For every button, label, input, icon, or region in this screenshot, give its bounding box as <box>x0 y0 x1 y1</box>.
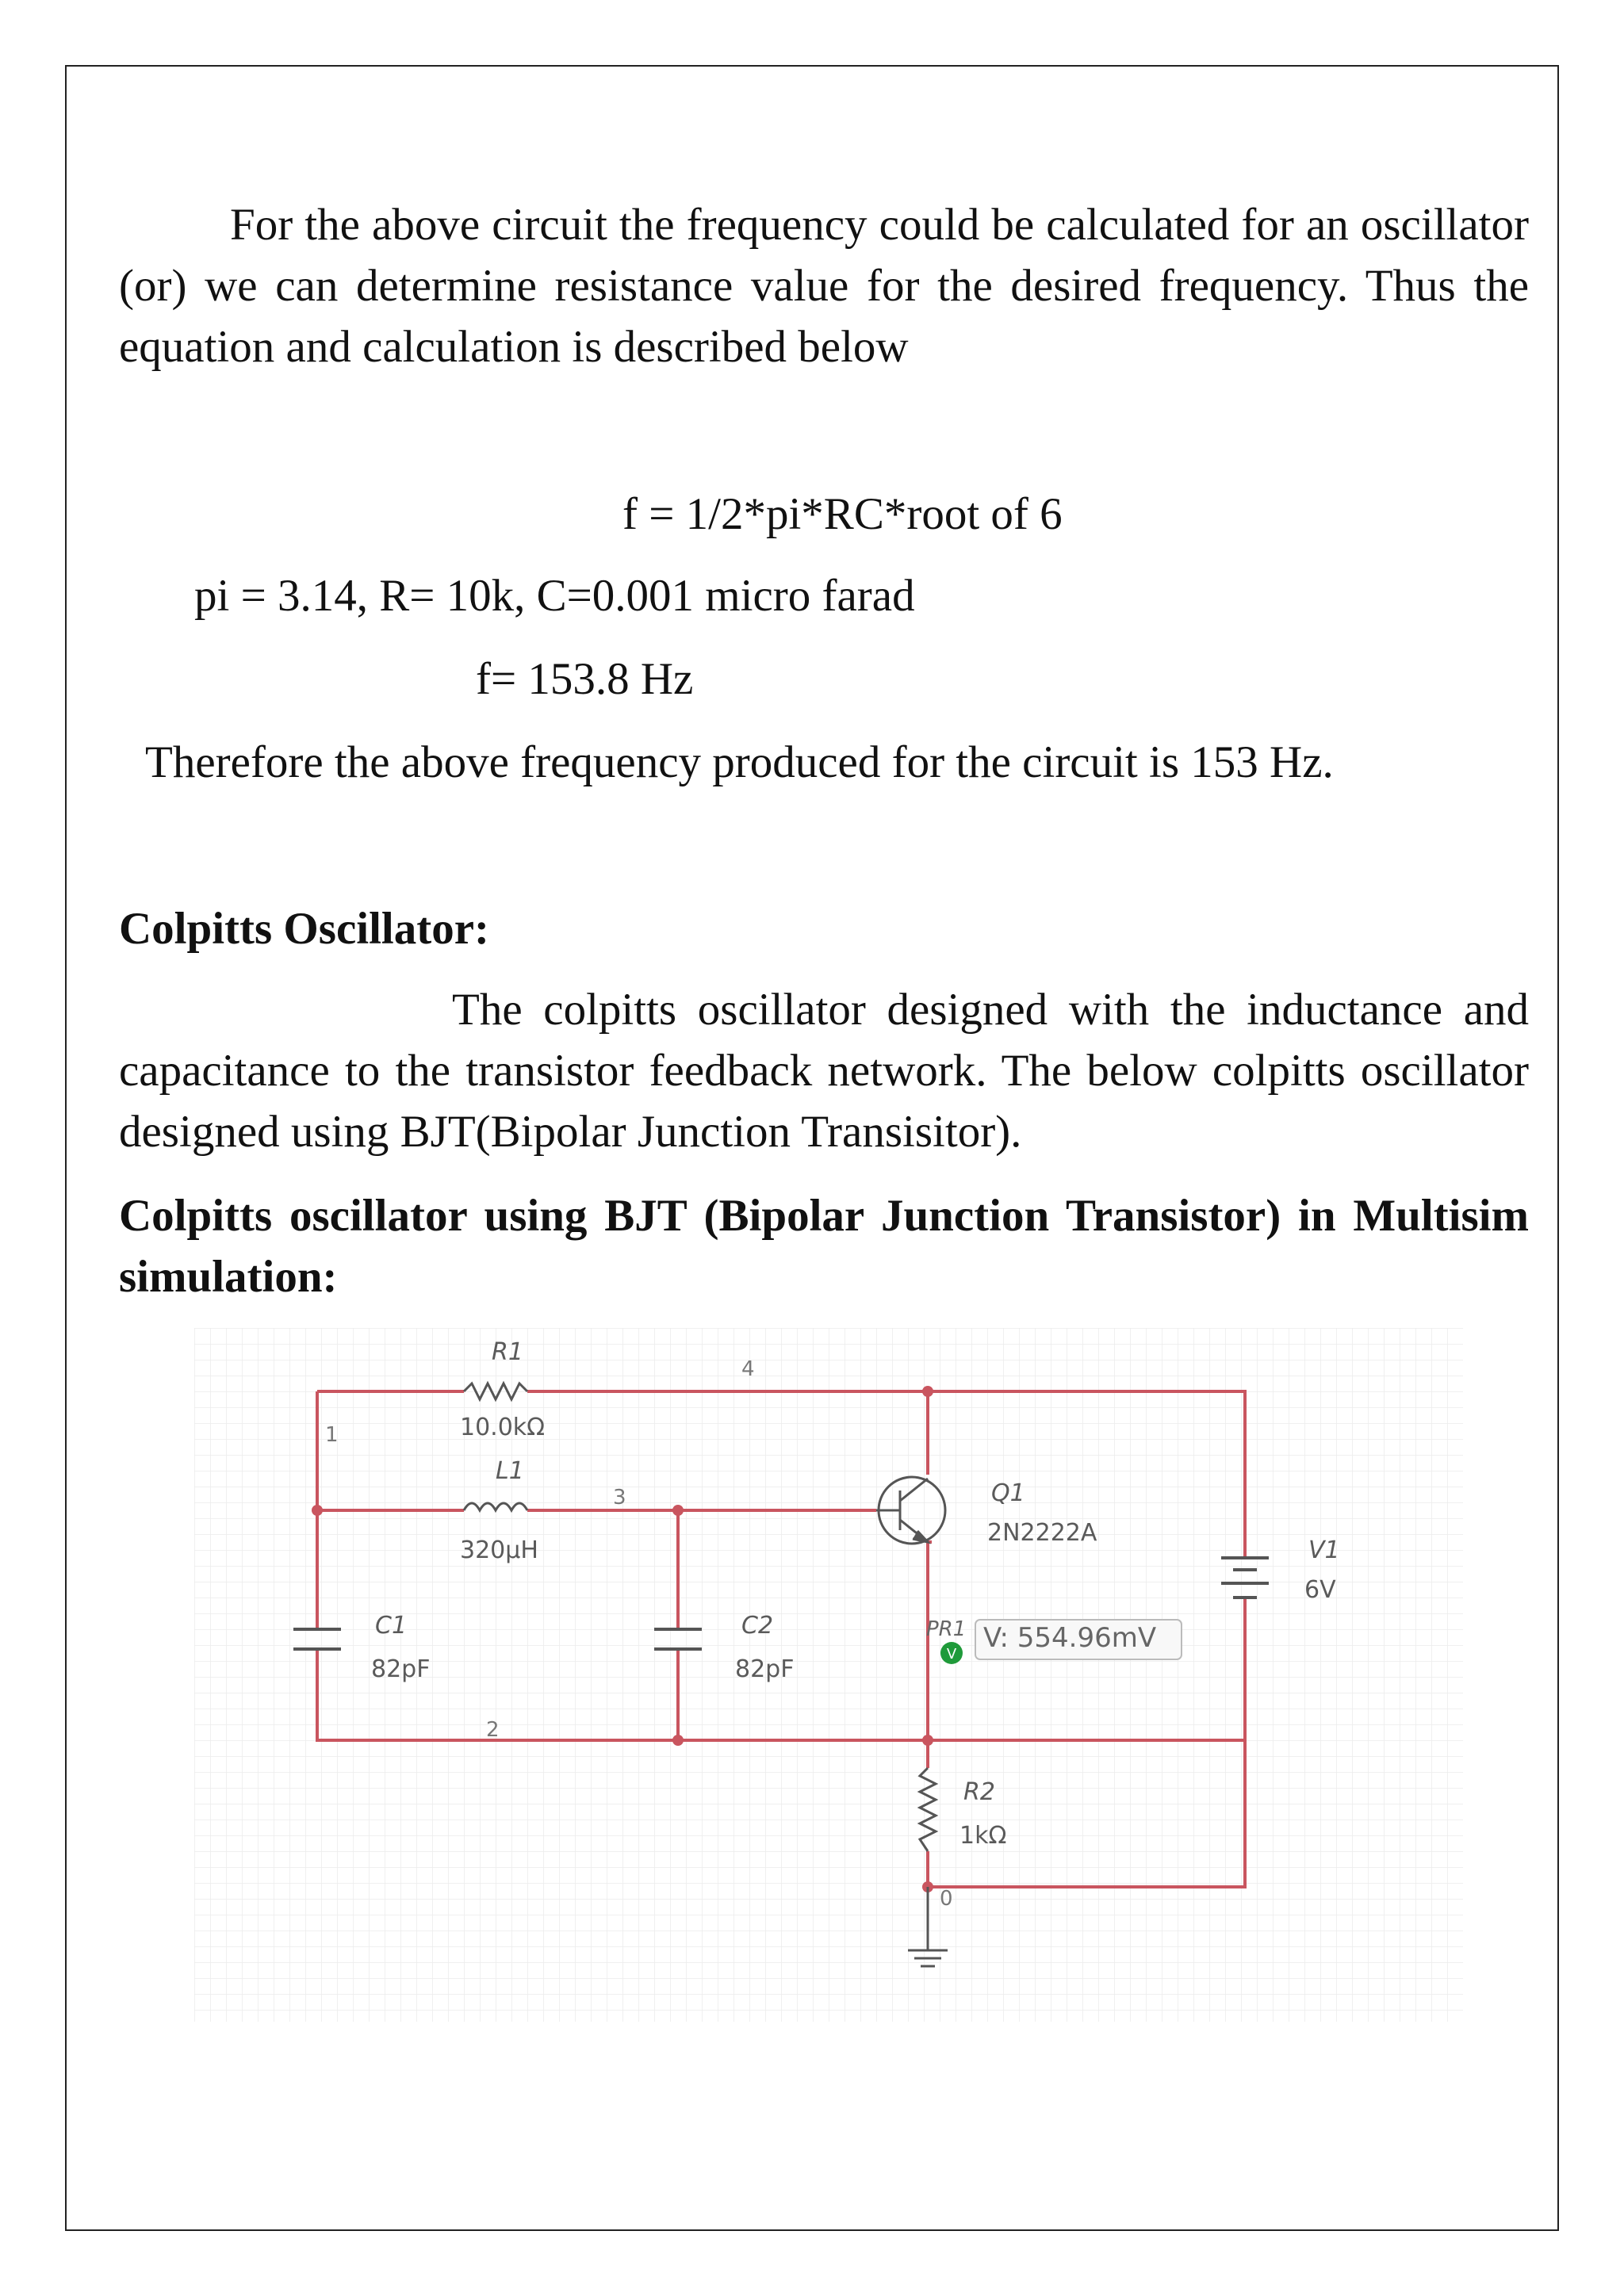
r2-name: R2 <box>963 1778 995 1806</box>
c2-name: C2 <box>741 1612 774 1640</box>
q1-value: 2N2222A <box>987 1519 1097 1547</box>
probe-label: PR1 <box>926 1617 967 1641</box>
conclusion-text: Therefore the above frequency produced for the circuit is 153 Hz. <box>145 737 1334 787</box>
probe-symbol: V <box>946 1646 957 1663</box>
v1-value: 6V <box>1304 1576 1336 1604</box>
c1-value: 82pF <box>371 1655 431 1683</box>
colpitts-heading: Colpitts Oscillator: <box>119 904 490 954</box>
colpitts-circuit-schematic <box>194 1328 1463 2022</box>
node-3-label: 3 <box>613 1486 626 1510</box>
colpitts-paragraph: The colpitts oscillator designed with the inductance and capacitance to the transistor feedback network. The below colpitts oscillator designed using BJT(Bipolar Junction Transisitor). <box>119 985 1529 1157</box>
c2-value: 82pF <box>735 1655 795 1683</box>
r2-value: 1kΩ <box>959 1822 1007 1850</box>
r1-name: R1 <box>492 1338 523 1366</box>
l1-name: L1 <box>496 1457 524 1485</box>
l1-value: 320µH <box>460 1536 538 1564</box>
c1-name: C1 <box>375 1612 408 1640</box>
v1-name: V1 <box>1308 1536 1340 1564</box>
intro-paragraph: For the above circuit the frequency could be calculated for an oscillator (or) we can determine resistance value for the desired frequency. Thus the equation and calculation is described below <box>119 200 1529 372</box>
probe-reading: V: 554.96mV <box>983 1622 1157 1654</box>
q1-name: Q1 <box>991 1479 1025 1507</box>
multisim-heading: Colpitts oscillator using BJT (Bipolar Junction Transistor) in Multisim simulation: <box>119 1191 1529 1302</box>
frequency-formula: f = 1/2*pi*RC*root of 6 <box>622 489 1063 539</box>
node-2-label: 2 <box>486 1718 500 1742</box>
node-1-label: 1 <box>325 1423 339 1447</box>
given-values: pi = 3.14, R= 10k, C=0.001 micro farad <box>194 571 915 621</box>
frequency-result: f= 153.8 Hz <box>476 654 694 704</box>
node-0-label: 0 <box>940 1887 953 1911</box>
node-4-label: 4 <box>741 1357 755 1381</box>
r1-value: 10.0kΩ <box>460 1414 546 1441</box>
